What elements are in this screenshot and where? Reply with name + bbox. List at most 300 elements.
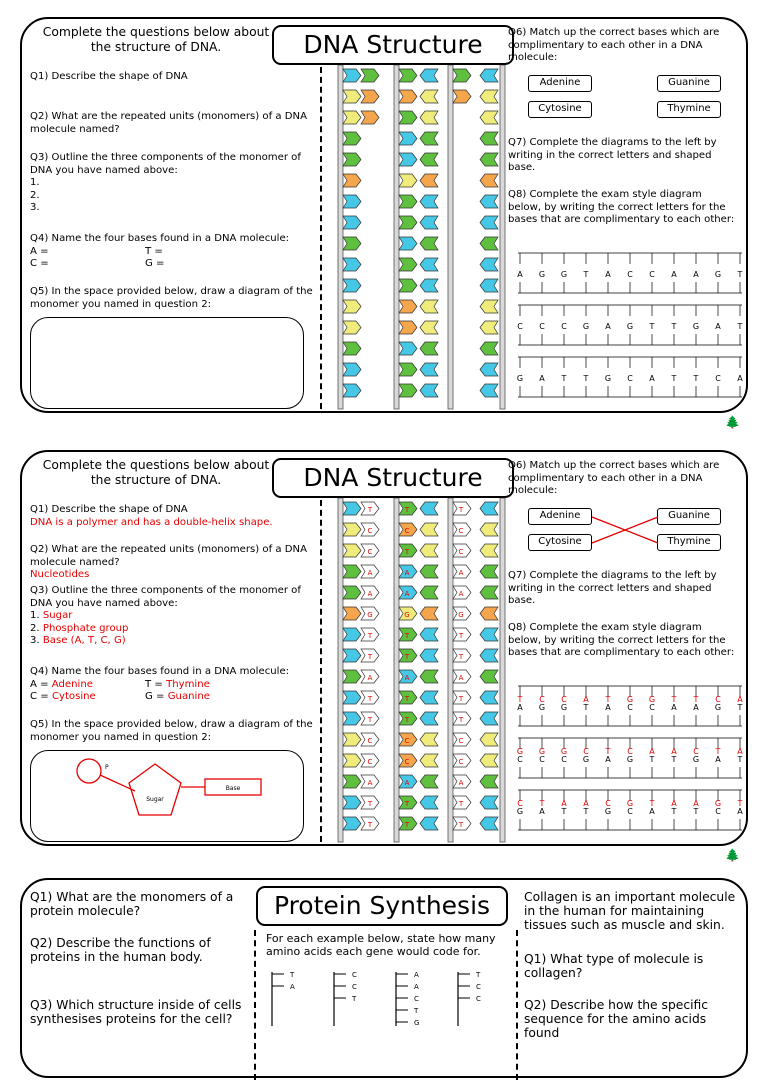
base-shape <box>399 342 417 355</box>
answer-letter: C <box>458 527 464 535</box>
worksheet-protein <box>20 878 748 1078</box>
answer-letter: T <box>605 695 611 704</box>
base-shape <box>480 195 498 208</box>
answer-letter: T <box>517 695 523 704</box>
base-shape <box>480 342 498 355</box>
base-shape <box>480 153 498 166</box>
answer-letter: C <box>583 747 589 756</box>
base-shape <box>480 670 498 683</box>
base-shape <box>399 195 417 208</box>
base-letter: T <box>583 270 589 279</box>
sequence-grid-answers <box>510 682 744 832</box>
base-shape <box>480 817 498 830</box>
gene-letter: C <box>476 983 481 991</box>
answer-letter: A <box>404 569 410 577</box>
base-shape <box>399 69 417 82</box>
drawing-box <box>30 750 304 842</box>
base-shape <box>343 733 361 746</box>
dna-diagram <box>330 65 514 411</box>
base-shape <box>480 69 498 82</box>
base-letter: A <box>605 270 611 279</box>
backbone <box>500 498 505 842</box>
base-shape <box>420 279 438 292</box>
gene-letter: C <box>414 995 419 1003</box>
answer-a: Adenine <box>51 678 93 690</box>
base-letter: G <box>538 270 546 279</box>
base-letter: T <box>671 755 677 764</box>
base-shape <box>343 565 361 578</box>
phosphate-label: P <box>105 764 109 771</box>
answer-letter: T <box>404 695 410 703</box>
backbone <box>394 498 399 842</box>
answer-letter: T <box>458 695 464 703</box>
base-letter: C <box>627 703 633 712</box>
base-label: Base <box>225 785 241 792</box>
base-shape <box>480 174 498 187</box>
base-shape <box>480 691 498 704</box>
base-shape <box>343 90 361 103</box>
answer-letter: T <box>404 632 410 640</box>
base-letter: T <box>737 270 743 279</box>
base-letter: A <box>605 703 611 712</box>
answer-3-2: Phosphate group <box>42 622 129 634</box>
num-2: 2. <box>30 622 40 634</box>
answer-letter: C <box>404 737 410 745</box>
num-3: 3. <box>30 635 40 646</box>
answer-letter: C <box>715 695 721 704</box>
answer-letter: T <box>605 747 611 756</box>
base-shape <box>399 279 417 292</box>
answer-letter: T <box>367 653 373 661</box>
base-shape <box>420 691 438 704</box>
base-shape <box>343 69 361 82</box>
base-shape <box>399 132 417 145</box>
base-shape <box>420 321 438 334</box>
base-letter: C <box>627 374 633 383</box>
question-3 <box>30 152 318 215</box>
base-shape <box>343 628 361 641</box>
answer-letter: A <box>737 695 743 704</box>
intro-text: Complete the questions below about the structure of DNA. <box>42 25 270 54</box>
answer-letter: A <box>458 590 464 598</box>
base-shape <box>343 523 361 536</box>
monomer-diagram <box>31 751 301 839</box>
base-shape <box>399 384 417 397</box>
base-letter: A <box>539 807 545 816</box>
base-letter: A <box>715 322 721 331</box>
answer-letter: G <box>404 611 410 619</box>
divider <box>320 500 322 842</box>
base-shape <box>480 586 498 599</box>
question-4 <box>30 666 318 704</box>
base-letter: G <box>560 270 568 279</box>
base-shape <box>361 90 379 103</box>
base-shape <box>343 796 361 809</box>
base-shape <box>420 258 438 271</box>
base-letter: T <box>649 755 655 764</box>
question-1 <box>30 504 318 529</box>
answer-letter: G <box>626 695 634 704</box>
pill-guanine: Guanine <box>657 508 721 525</box>
answer-letter: A <box>404 779 410 787</box>
base-shape <box>343 300 361 313</box>
answer-letter: A <box>458 674 464 682</box>
base-letter: C <box>627 270 633 279</box>
question-3-text: Q3) Outline the three components of the monomer of DNA you have named above: <box>30 152 301 176</box>
blank-line-2: 2. <box>30 189 40 201</box>
base-shape <box>420 754 438 767</box>
base-shape <box>420 712 438 725</box>
answer-t: Thymine <box>166 678 210 690</box>
base-shape <box>343 607 361 620</box>
base-letter: A <box>517 703 523 712</box>
answer-letter: G <box>560 747 568 756</box>
base-shape <box>399 363 417 376</box>
answer-letter: T <box>367 506 373 514</box>
base-letter: T <box>737 322 743 331</box>
pill-adenine: Adenine <box>528 75 592 92</box>
base-shape <box>420 796 438 809</box>
divider-right <box>516 930 518 1080</box>
answer-1: DNA is a polymer and has a double-helix shape. <box>30 516 273 528</box>
backbone <box>338 65 343 409</box>
base-shape <box>343 342 361 355</box>
answer-letter: T <box>649 799 655 808</box>
base-letter: T <box>737 703 743 712</box>
base-shape <box>420 363 438 376</box>
answer-letter: A <box>583 799 589 808</box>
protein-question-2: Q2) Describe the functions of proteins in the human body. <box>30 936 211 964</box>
base-letter: G <box>516 374 524 383</box>
base-shape <box>480 523 498 536</box>
base-shape <box>453 69 471 82</box>
pill-adenine: Adenine <box>528 508 592 525</box>
base-shape <box>399 237 417 250</box>
answer-letter: T <box>693 695 699 704</box>
answer-letter: T <box>404 800 410 808</box>
label-a: A = <box>30 678 49 690</box>
base-letter: G <box>582 755 590 764</box>
answer-letter: G <box>626 799 634 808</box>
base-letter: A <box>737 807 743 816</box>
base-shape <box>361 69 379 82</box>
base-shape <box>420 153 438 166</box>
backbone <box>338 498 343 842</box>
base-letter: A <box>671 270 677 279</box>
base-shape <box>343 384 361 397</box>
base-letter: G <box>626 755 634 764</box>
base-letter: T <box>693 807 699 816</box>
base-shape <box>420 342 438 355</box>
base-shape <box>420 90 438 103</box>
answer-letter: A <box>404 590 410 598</box>
backbone <box>448 65 453 409</box>
base-shape <box>480 565 498 578</box>
base-letter: C <box>517 755 523 764</box>
base-shape <box>399 216 417 229</box>
base-shape <box>343 132 361 145</box>
answer-letter: C <box>539 695 545 704</box>
blank-c: C = <box>30 258 49 269</box>
base-shape <box>420 565 438 578</box>
intro-text: Complete the questions below about the structure of DNA. <box>42 458 270 487</box>
base-letter: G <box>714 270 722 279</box>
gene-letter: C <box>352 983 357 991</box>
base-shape <box>480 544 498 557</box>
base-letter: T <box>649 322 655 331</box>
base-shape <box>420 195 438 208</box>
sugar-pentagon <box>129 764 181 815</box>
base-letter: G <box>582 322 590 331</box>
base-shape <box>343 153 361 166</box>
base-shape <box>420 586 438 599</box>
question-4 <box>30 233 318 271</box>
question-4-text: Q4) Name the four bases found in a DNA molecule: <box>30 666 290 677</box>
base-letter: G <box>604 374 612 383</box>
blank-t: T = <box>145 245 163 257</box>
base-shape <box>480 607 498 620</box>
answer-letter: G <box>714 799 722 808</box>
base-letter: C <box>517 322 523 331</box>
blank-line-3: 3. <box>30 202 40 213</box>
pill-thymine: Thymine <box>657 534 721 551</box>
answer-letter: T <box>367 800 373 808</box>
answer-letter: T <box>404 506 410 514</box>
base-shape <box>480 502 498 515</box>
question-6: Q6) Match up the correct bases which are complimentary to each other in a DNA molecule: <box>508 27 720 63</box>
question-2 <box>30 544 318 582</box>
protein-question-3: Q3) Which structure inside of cells synthesises proteins for the cell? <box>30 998 242 1026</box>
base-letter: T <box>693 374 699 383</box>
base-shape <box>399 174 417 187</box>
answer-letter: C <box>605 799 611 808</box>
base-letter: A <box>649 374 655 383</box>
base-shape <box>343 216 361 229</box>
question-1-text: Q1) Describe the shape of DNA <box>30 504 188 515</box>
gene-letter: G <box>414 1019 420 1026</box>
protein-instruction: For each example below, state how many amino acids each gene would code for. <box>266 932 496 958</box>
base-shape <box>420 384 438 397</box>
gene-letter: A <box>414 971 419 979</box>
answer-letter: A <box>649 747 655 756</box>
divider <box>320 67 322 409</box>
base-shape <box>480 216 498 229</box>
answer-letter: C <box>404 758 410 766</box>
base-shape <box>343 817 361 830</box>
gene-letter: T <box>414 1007 419 1015</box>
answer-letter: A <box>458 569 464 577</box>
base-shape <box>480 796 498 809</box>
base-shape <box>343 237 361 250</box>
answer-letter: C <box>561 695 567 704</box>
pill-cytosine: Cytosine <box>528 534 592 551</box>
base-shape <box>420 628 438 641</box>
base-shape <box>480 237 498 250</box>
base-letter: C <box>649 703 655 712</box>
answer-letter: A <box>367 590 373 598</box>
base-shape <box>420 733 438 746</box>
blank-line-1: 1. <box>30 177 40 188</box>
answer-letter: A <box>561 799 567 808</box>
answer-letter: T <box>367 716 373 724</box>
pill-guanine: Guanine <box>657 75 721 92</box>
base-shape <box>420 670 438 683</box>
base-shape <box>343 363 361 376</box>
base-letter: G <box>516 807 524 816</box>
base-shape <box>420 523 438 536</box>
base-shape <box>420 237 438 250</box>
sequence-grid <box>510 249 744 399</box>
base-letter: T <box>671 807 677 816</box>
answer-letter: T <box>715 747 721 756</box>
base-shape <box>343 691 361 704</box>
base-shape <box>480 754 498 767</box>
question-5: Q5) In the space provided below, draw a diagram of the monomer you named in question 2: <box>30 286 313 310</box>
base-letter: G <box>692 322 700 331</box>
base-shape <box>343 195 361 208</box>
base-shape <box>399 90 417 103</box>
base-letter: T <box>737 755 743 764</box>
base-shape <box>343 712 361 725</box>
base-shape <box>420 216 438 229</box>
answer-letter: T <box>367 695 373 703</box>
blank-a: A = <box>30 245 49 257</box>
base-shape <box>420 544 438 557</box>
base-shape <box>480 775 498 788</box>
base-shape <box>343 502 361 515</box>
base-shape <box>343 544 361 557</box>
base-shape <box>420 649 438 662</box>
base-letter: A <box>539 374 545 383</box>
answer-letter: T <box>404 821 410 829</box>
gene-letter: C <box>352 971 357 979</box>
answer-letter: C <box>693 747 699 756</box>
answer-letter: G <box>458 611 464 619</box>
question-3-text: Q3) Outline the three components of the monomer of DNA you have named above: <box>30 585 301 609</box>
answer-letter: A <box>458 779 464 787</box>
answer-letter: T <box>458 800 464 808</box>
answer-2: Nucleotides <box>30 569 90 580</box>
question-4-text: Q4) Name the four bases found in a DNA molecule: <box>30 233 290 244</box>
base-letter: A <box>737 374 743 383</box>
backbone <box>394 65 399 409</box>
phosphate-circle <box>77 759 101 783</box>
base-shape <box>480 712 498 725</box>
answer-letter: C <box>458 737 464 745</box>
base-letter: A <box>605 322 611 331</box>
gene-letter: C <box>476 995 481 1003</box>
answer-letter: G <box>648 695 656 704</box>
base-letter: G <box>560 703 568 712</box>
base-shape <box>480 258 498 271</box>
base-shape <box>343 586 361 599</box>
base-letter: T <box>561 374 567 383</box>
answer-letter: A <box>367 674 373 682</box>
base-shape <box>343 649 361 662</box>
question-8: Q8) Complete the exam style diagram below, by writing the correct letters for the bases that are complimentary to each other: <box>508 189 735 225</box>
worksheet-answers <box>20 450 748 862</box>
answer-letter: C <box>367 737 373 745</box>
answer-letter: C <box>404 527 410 535</box>
answer-letter: T <box>404 653 410 661</box>
answer-letter: T <box>458 821 464 829</box>
base-shape <box>399 300 417 313</box>
base-letter: G <box>604 807 612 816</box>
answer-letter: C <box>458 548 464 556</box>
logo-tree-icon: 🌲 <box>725 415 740 429</box>
base-letter: T <box>671 374 677 383</box>
answer-letter: T <box>539 799 545 808</box>
answer-letter: C <box>367 527 373 535</box>
base-shape <box>480 649 498 662</box>
base-shape <box>420 502 438 515</box>
gene-letter: T <box>352 995 357 1003</box>
gene-letter: T <box>476 971 481 979</box>
answer-letter: T <box>404 716 410 724</box>
base-letter: A <box>693 703 699 712</box>
base-shape <box>480 384 498 397</box>
base-shape <box>480 733 498 746</box>
answer-letter: A <box>404 674 410 682</box>
protein-title: Protein Synthesis <box>256 886 508 926</box>
base-shape <box>420 69 438 82</box>
base-shape <box>399 258 417 271</box>
base-letter: A <box>649 807 655 816</box>
base-shape <box>420 775 438 788</box>
base-shape <box>480 279 498 292</box>
base-letter: C <box>649 270 655 279</box>
answer-letter: A <box>367 569 373 577</box>
sugar-label: Sugar <box>146 796 164 803</box>
base-letter: A <box>715 755 721 764</box>
base-shape <box>343 754 361 767</box>
base-shape <box>480 300 498 313</box>
base-shape <box>343 174 361 187</box>
base-shape <box>480 111 498 124</box>
answer-letter: C <box>627 747 633 756</box>
protein-question-1: Q1) What are the monomers of a protein molecule? <box>30 890 234 918</box>
base-shape <box>420 111 438 124</box>
base-letter: T <box>583 807 589 816</box>
question-7: Q7) Complete the diagrams to the left by writing in the correct letters and shaped base. <box>508 570 717 606</box>
base-letter: A <box>671 703 677 712</box>
base-shape <box>343 670 361 683</box>
answer-letter: T <box>737 799 743 808</box>
backbone <box>500 65 505 409</box>
answer-letter: C <box>367 548 373 556</box>
label-c: C = <box>30 691 49 702</box>
worksheet-blank <box>20 17 748 429</box>
answer-letter: T <box>404 548 410 556</box>
base-shape <box>480 90 498 103</box>
base-letter: G <box>538 703 546 712</box>
base-letter: C <box>539 322 545 331</box>
base-shape <box>420 300 438 313</box>
page-title: DNA Structure <box>272 25 514 65</box>
answer-letter: A <box>367 779 373 787</box>
collagen-question-1: Q1) What type of molecule is collagen? <box>524 952 704 980</box>
gene-letter: T <box>290 971 295 979</box>
drawing-box <box>30 317 304 409</box>
base-shape <box>420 174 438 187</box>
base-letter: G <box>692 755 700 764</box>
question-7: Q7) Complete the diagrams to the left by writing in the correct letters and shaped base. <box>508 137 717 173</box>
base-shape <box>453 90 471 103</box>
base-shape <box>480 628 498 641</box>
page-title: DNA Structure <box>272 458 514 498</box>
base-letter: A <box>693 270 699 279</box>
gene-letter: A <box>290 983 295 991</box>
